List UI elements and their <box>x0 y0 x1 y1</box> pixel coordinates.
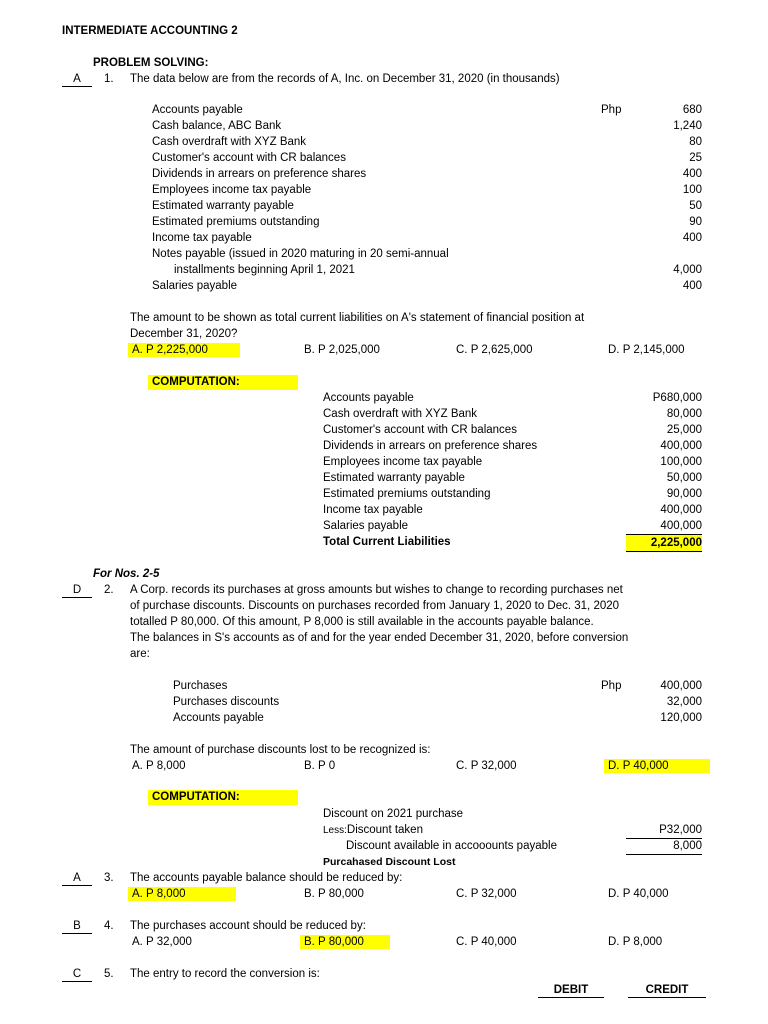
choice-correct: B. P 80,000 <box>300 935 390 949</box>
choice: C. P 32,000 <box>456 888 517 900</box>
q1-item-value: 4,000 <box>673 264 702 276</box>
comp2-line <box>323 823 423 838</box>
q1-item-label: installments beginning April 1, 2021 <box>174 264 355 276</box>
q2-paragraph-line: are: <box>130 648 150 660</box>
comp2-result-label: Purcahased Discount Lost <box>323 856 456 868</box>
choice: C. P 32,000 <box>456 760 517 772</box>
comp2-line: Discount available in accooounts payable <box>346 840 557 852</box>
comp-item-label: Dividends in arrears on preference shares <box>323 440 538 452</box>
q1-item-label: Accounts payable <box>152 104 243 116</box>
answer-q4: B <box>62 919 92 934</box>
choice: D. P 40,000 <box>608 888 669 900</box>
answer-q5: C <box>62 967 92 982</box>
q1-item-label: Employees income tax payable <box>152 184 312 196</box>
comp-item-value: 50,000 <box>666 472 702 484</box>
comp-item-value: 100,000 <box>660 456 702 468</box>
choice: A. P 8,000 <box>132 760 186 772</box>
q1-text: The data below are from the records of A, Inc. on December 31, 2020 (in thousands) <box>130 73 560 85</box>
choice: C. P 2,625,000 <box>456 344 533 356</box>
answer-q1: A <box>62 72 92 87</box>
q1-item-label: Cash overdraft with XYZ Bank <box>152 136 307 148</box>
section-title: PROBLEM SOLVING: <box>93 57 209 69</box>
comp2-line: Discount on 2021 purchase <box>323 808 464 820</box>
q1-number: 1. <box>104 73 114 85</box>
q1-item-label: Notes payable (issued in 2020 maturing in 20 semi-annual <box>152 248 449 260</box>
comp-item-value: 400,000 <box>660 504 702 516</box>
q2-number: 2. <box>104 584 114 596</box>
q2-paragraph-line: of purchase discounts. Discounts on purchases recorded from January 1, 2020 to Dec. 31, 2020 <box>130 600 620 612</box>
comp-item-label: Estimated premiums outstanding <box>323 488 491 500</box>
comp-item-value: 80,000 <box>666 408 702 420</box>
q1-item-label: Estimated warranty payable <box>152 200 294 212</box>
choice: B. P 80,000 <box>304 888 364 900</box>
comp-item-label: Employees income tax payable <box>323 456 483 468</box>
answer-q3: A <box>62 871 92 886</box>
comp-item-label: Income tax payable <box>323 504 423 516</box>
q2-paragraph-line: totalled P 80,000. Of this amount, P 8,000 is still available in the accounts payable balance. <box>130 616 594 628</box>
q1-item-value: 50 <box>689 200 702 212</box>
computation-label: COMPUTATION: <box>148 375 298 390</box>
q1-item-label: Estimated premiums outstanding <box>152 216 320 228</box>
q1-item-label: Customer's account with CR balances <box>152 152 346 164</box>
q2-item-label: Accounts payable <box>173 712 264 724</box>
choice: B. P 0 <box>304 760 336 772</box>
comp2-value: P32,000 <box>659 824 702 836</box>
total-value: 2,225,000 <box>626 534 702 552</box>
q1-item-label: Cash balance, ABC Bank <box>152 120 282 132</box>
choice: A. P 32,000 <box>132 936 192 948</box>
q4-text: The purchases account should be reduced by: <box>130 920 366 932</box>
q1-item-value: 400 <box>682 232 702 244</box>
debit-header: DEBIT <box>538 983 604 998</box>
comp-item-value: P680,000 <box>652 392 702 404</box>
comp-item-label: Customer's account with CR balances <box>323 424 517 436</box>
q1-question: December 31, 2020? <box>130 328 238 340</box>
q2-currency: Php <box>601 680 622 692</box>
q1-item-value: 400 <box>682 168 702 180</box>
choice: B. P 2,025,000 <box>304 344 380 356</box>
q2-item-value: 120,000 <box>660 712 702 724</box>
credit-header: CREDIT <box>628 983 706 998</box>
q2-paragraph-line: A Corp. records its purchases at gross amounts but wishes to change to recording purchases net <box>130 584 623 596</box>
comp-item-value: 400,000 <box>660 520 702 532</box>
q1-question: The amount to be shown as total current liabilities on A's statement of financial position at <box>130 312 585 324</box>
q2-item-value: 32,000 <box>666 696 702 708</box>
comp-item-value: 400,000 <box>660 440 702 452</box>
q1-item-value: 25 <box>689 152 702 164</box>
computation-label: COMPUTATION: <box>148 790 298 805</box>
choice-correct: A. P 2,225,000 <box>128 343 240 357</box>
q3-text: The accounts payable balance should be reduced by: <box>130 872 403 884</box>
q5-text: The entry to record the conversion is: <box>130 968 320 980</box>
q2-item-label: Purchases <box>173 680 228 692</box>
comp2-value: 8,000 <box>626 838 702 853</box>
q2-item-label: Purchases discounts <box>173 696 280 708</box>
comp-item-label: Cash overdraft with XYZ Bank <box>323 408 478 420</box>
q1-item-value: 90 <box>689 216 702 228</box>
comp-item-label: Salaries payable <box>323 520 409 532</box>
comp-item-label: Accounts payable <box>323 392 414 404</box>
less-label: Less: <box>323 825 347 836</box>
q1-item-value: 1,240 <box>673 120 702 132</box>
comp-item-label: Estimated warranty payable <box>323 472 465 484</box>
q1-item-value: 100 <box>682 184 702 196</box>
q4-number: 4. <box>104 920 114 932</box>
comp-item-value: 25,000 <box>666 424 702 436</box>
q2-paragraph-line: The balances in S's accounts as of and for the year ended December 31, 2020, before conversion <box>130 632 629 644</box>
comp2-label: Discount taken <box>346 824 423 836</box>
q1-currency: Php <box>601 104 622 116</box>
answer-q2: D <box>62 583 92 598</box>
q1-item-label: Dividends in arrears on preference shares <box>152 168 367 180</box>
comp-item-value: 90,000 <box>666 488 702 500</box>
choice: D. P 2,145,000 <box>608 344 685 356</box>
q1-item-label: Salaries payable <box>152 280 238 292</box>
q3-number: 3. <box>104 872 114 884</box>
q1-item-value: 80 <box>689 136 702 148</box>
choice-correct: D. P 40,000 <box>604 759 710 773</box>
choice: C. P 40,000 <box>456 936 517 948</box>
doc-title: INTERMEDIATE ACCOUNTING 2 <box>62 25 238 37</box>
for-label: For Nos. 2-5 <box>93 568 160 580</box>
q1-item-value: 680 <box>682 104 702 116</box>
q1-item-label: Income tax payable <box>152 232 252 244</box>
q2-question: The amount of purchase discounts lost to be recognized is: <box>130 744 431 756</box>
total-label: Total Current Liabilities <box>323 536 451 548</box>
q2-item-value: 400,000 <box>660 680 702 692</box>
q5-number: 5. <box>104 968 114 980</box>
choice: D. P 8,000 <box>608 936 663 948</box>
underline-rule <box>626 854 702 855</box>
q1-item-value: 400 <box>682 280 702 292</box>
choice-correct: A. P 8,000 <box>128 887 236 901</box>
